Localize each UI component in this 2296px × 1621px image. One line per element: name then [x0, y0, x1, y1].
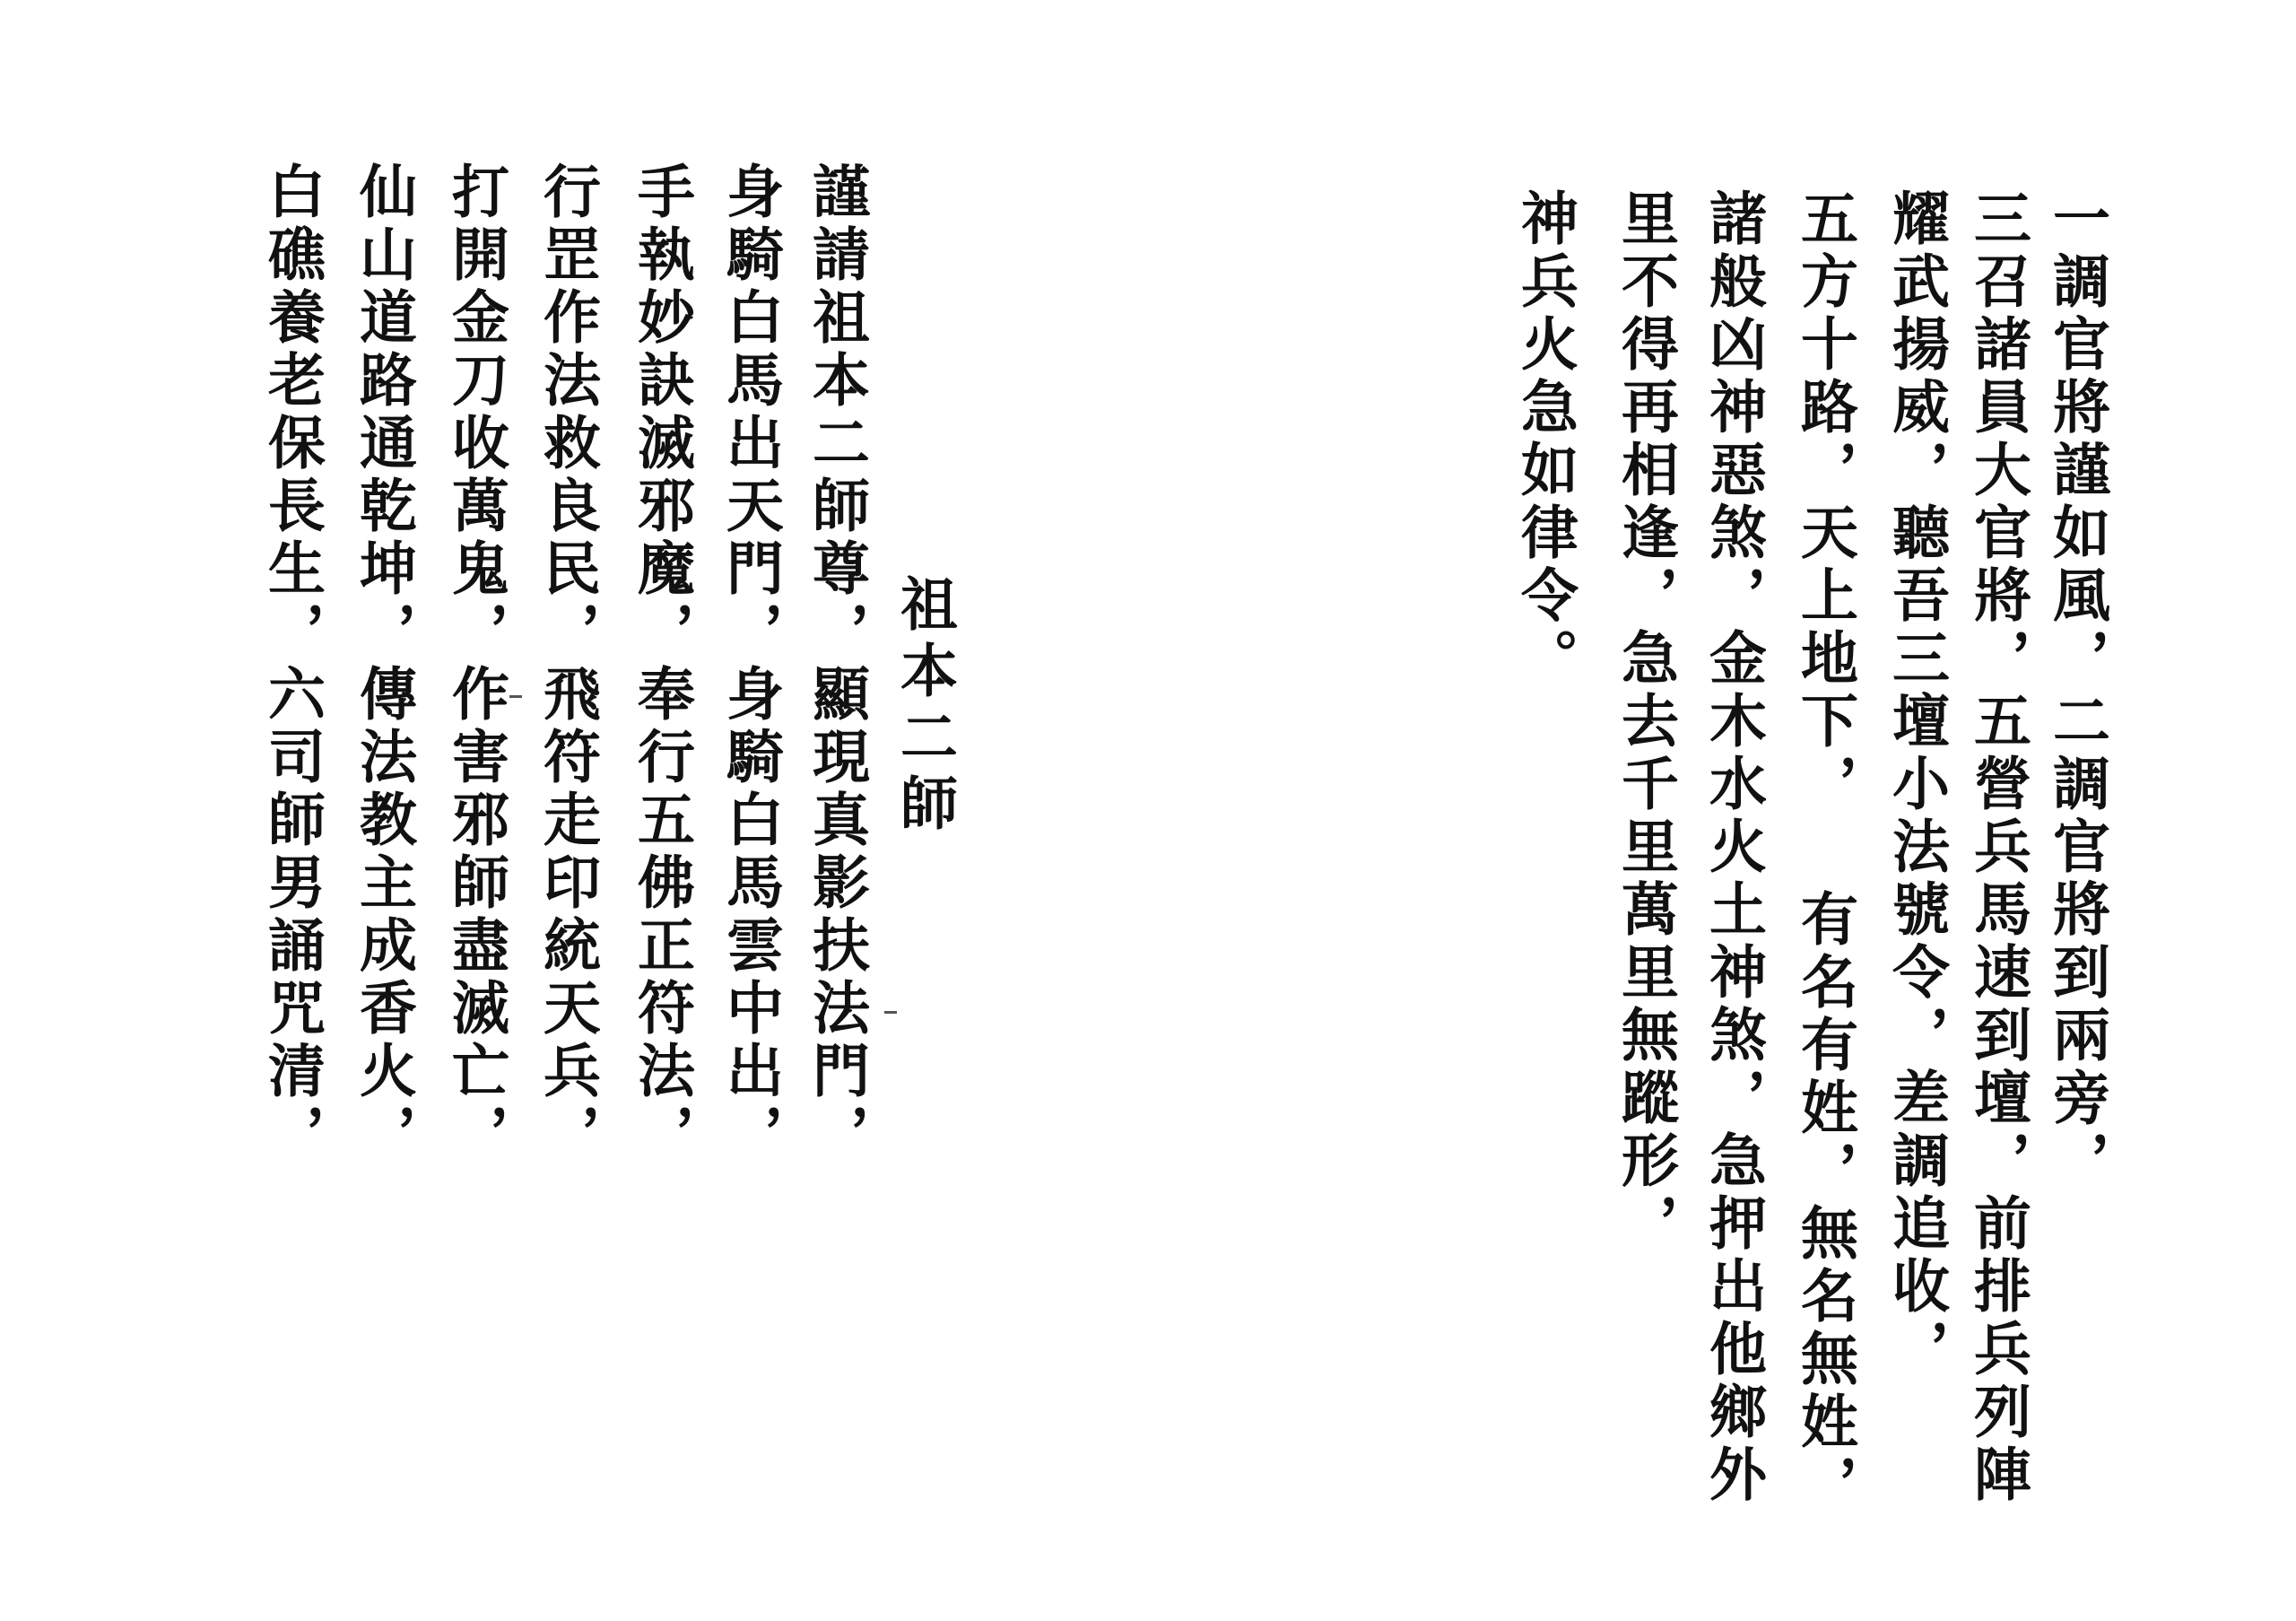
left-column-7: 白礁養老保長生，六司師男誦咒清， [258, 161, 326, 1166]
section-title: 祖本二師 [891, 574, 958, 840]
left-column-2: 身騎白馬出天門，身騎白馬雲中出， [717, 161, 784, 1166]
scan-speck [509, 695, 522, 698]
right-page [1148, 0, 2296, 1621]
right-column-2: 三召諸員大官將，五營兵馬速到壇，前排兵列陣 [1964, 188, 2031, 1507]
right-column-7: 神兵火急如律令。 [1511, 188, 1578, 691]
right-column-1: 一調官將謹如風，二調官將到兩旁， [2043, 188, 2110, 1193]
right-column-5: 諸般凶神惡煞，金木水火土神煞，急押出他鄉外 [1700, 188, 1767, 1507]
left-column-3: 手執妙訣滅邪魔，奉行五佛正符法， [628, 161, 695, 1166]
scan-speck [884, 1011, 897, 1014]
right-column-4: 五方十路，天上地下， 有名有姓，無名無姓， [1791, 188, 1858, 1517]
left-column-6: 仙山道路通乾坤，傳法教主成香火， [350, 161, 417, 1166]
right-column-6: 里不得再相逢，急去千里萬里無蹤形， [1612, 188, 1679, 1256]
left-column-4: 行罡作法救良民，飛符走印統天兵， [534, 161, 601, 1166]
left-column-1: 謹請祖本二師尊，顯現真影扶法門， [803, 161, 870, 1166]
right-column-3: 耀武揚威，聽吾三壇小法號令，差調追收， [1883, 188, 1950, 1381]
left-column-5: 打開金刀收萬鬼，作害邪師盡滅亡， [442, 161, 509, 1166]
